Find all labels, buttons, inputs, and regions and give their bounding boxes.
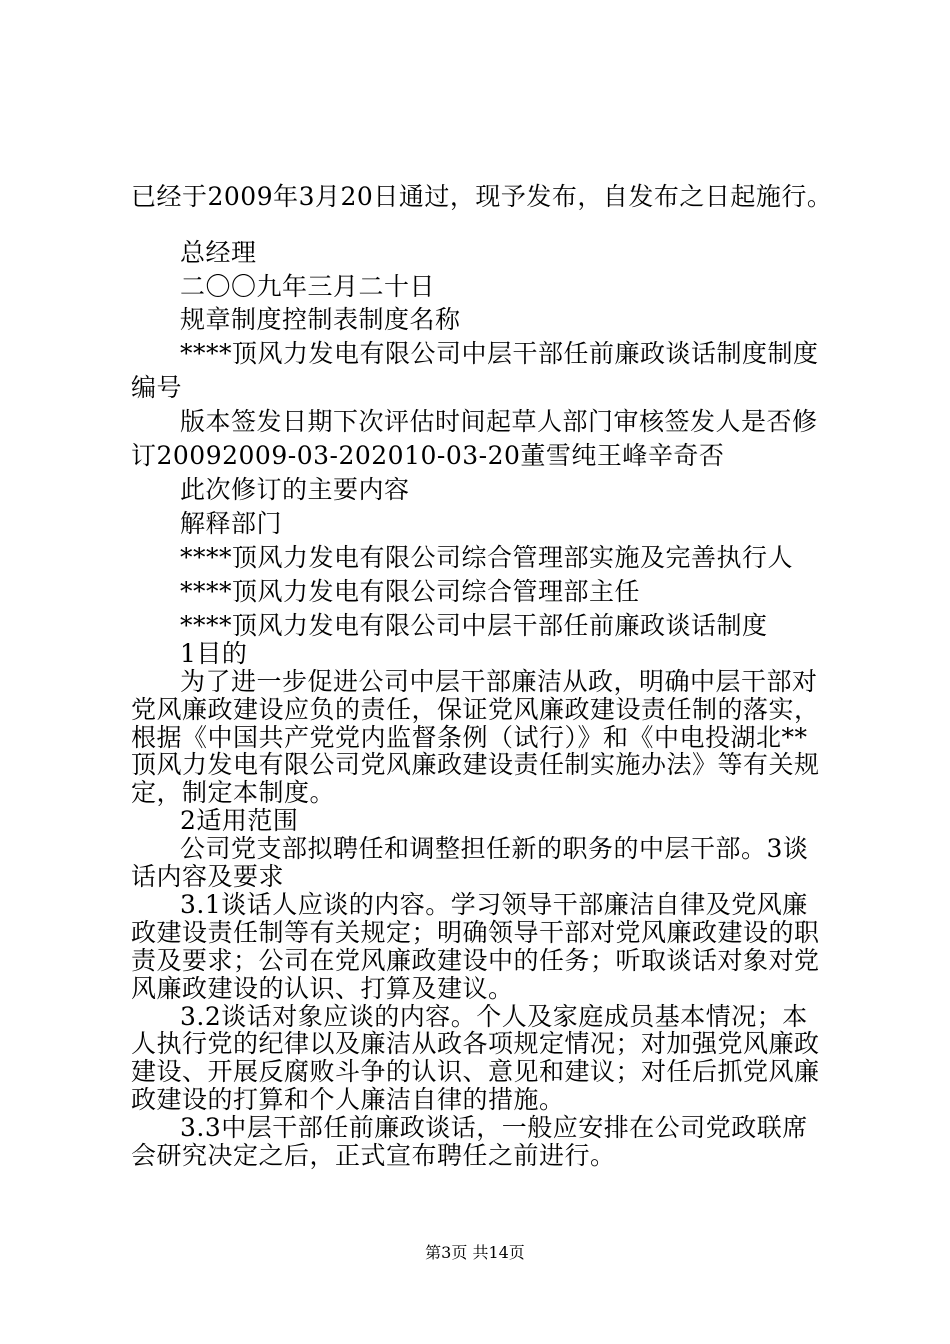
text-line: 二〇〇九年三月二十日 (180, 272, 436, 301)
text-line: 订20092009-03-202010-03-20董雪纯王峰辛奇否 (131, 441, 725, 470)
text-line: 规章制度控制表制度名称 (180, 305, 461, 334)
text-line: 根据《中国共产党党内监督条例（试行）》和《中电投湖北** (131, 723, 808, 752)
text-line: 顶风力发电有限公司党风廉政建设责任制实施办法》等有关规 (131, 750, 820, 779)
text-line: 版本签发日期下次评估时间起草人部门审核签发人是否修 (180, 407, 818, 436)
text-line: 建设、开展反腐败斗争的认识、意见和建议；对任后抓党风廉 (131, 1057, 820, 1086)
text-line: ****顶风力发电有限公司中层干部任前廉政谈话制度制度 (180, 339, 819, 368)
section-heading: 2适用范围 (180, 806, 299, 835)
text-line: 解释部门 (180, 509, 283, 538)
text-line: 为了进一步促进公司中层干部廉洁从政，明确中层干部对 (180, 667, 818, 696)
text-line: 定，制定本制度。 (131, 778, 336, 807)
text-line: 政建设的打算和个人廉洁自律的措施。 (131, 1085, 565, 1114)
text-line: 编号 (131, 373, 183, 402)
page-number: 第3页 共14页 (425, 1243, 525, 1262)
text-line: 会研究决定之后，正式宣布聘任之前进行。 (131, 1141, 616, 1170)
text-line: 人执行党的纪律以及廉洁从政各项规定情况；对加强党风廉政 (131, 1029, 820, 1058)
text-line: 3.1谈话人应谈的内容。学习领导干部廉洁自律及党风廉 (180, 890, 808, 919)
text-line: ****顶风力发电有限公司综合管理部实施及完善执行人 (180, 543, 794, 572)
text-line: 此次修订的主要内容 (180, 475, 410, 504)
text-line: ****顶风力发电有限公司中层干部任前廉政谈话制度 (180, 611, 768, 640)
section-heading: 1目的 (180, 639, 248, 668)
text-line: 责及要求；公司在党风廉政建设中的任务；听取谈话对象对党 (131, 946, 820, 975)
text-line: 政建设责任制等有关规定；明确领导干部对党风廉政建设的职 (131, 918, 820, 947)
text-line: 话内容及要求 (131, 862, 285, 891)
text-line: 已经于2009年3月20日通过，现予发布，自发布之日起施行。 (131, 182, 833, 211)
text-line: 3.2谈话对象应谈的内容。个人及家庭成员基本情况；本 (180, 1002, 808, 1031)
text-line: 公司党支部拟聘任和调整担任新的职务的中层干部。3谈 (180, 834, 809, 863)
text-line: ****顶风力发电有限公司综合管理部主任 (180, 577, 641, 606)
text-line: 风廉政建设的认识、打算及建议。 (131, 974, 514, 1003)
text-line: 3.3中层干部任前廉政谈话，一般应安排在公司党政联席 (180, 1113, 808, 1142)
text-line: 总经理 (180, 238, 257, 267)
text-line: 党风廉政建设应负的责任，保证党风廉政建设责任制的落实， (131, 695, 820, 724)
